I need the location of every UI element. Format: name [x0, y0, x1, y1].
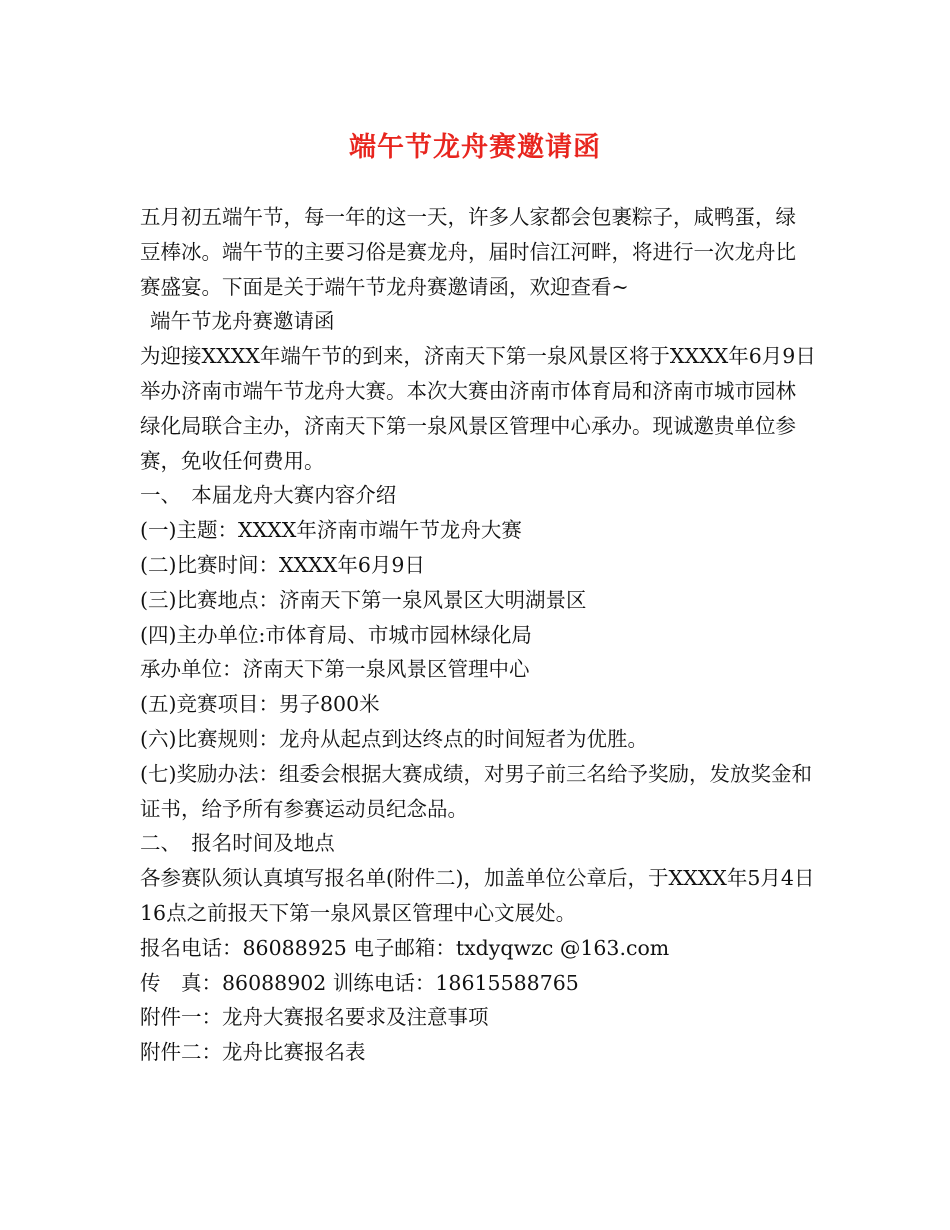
intro-paragraph: 五月初五端午节，每一年的这一天，许多人家都会包裹粽子，咸鸭蛋，绿豆棒冰。端午节的主要习俗是赛龙舟，届时信江河畔，将进行一次龙舟比赛盛宴。下面是关于端午节龙舟赛邀请函，欢迎查看~: [140, 205, 796, 299]
contact-line: 报名电话：86088925 电子邮箱：txdyqwzc @163.com: [140, 935, 670, 960]
list-item-location: (三)比赛地点：济南天下第一泉风景区大明湖景区: [140, 587, 587, 612]
registration-paragraph: 各参赛队须认真填写报名单(附件二)，加盖单位公章后，于XXXX年5月4日16点之前报天下第一泉风景区管理中心文展处。: [140, 866, 815, 925]
section-heading-1: 一、 本届龙舟大赛内容介绍: [140, 483, 397, 508]
list-item-awards: (七)奖励办法：组委会根据大赛成绩，对男子前三名给予奖励，发放奖金和证书，给予所有参赛运动员纪念品。: [140, 761, 812, 821]
list-item-theme: (一)主题：XXXX年济南市端午节龙舟大赛: [140, 518, 522, 543]
document-title: 端午节龙舟赛邀请函: [349, 132, 601, 163]
section-heading-2: 二、 报名时间及地点: [140, 831, 335, 856]
list-item-organizer: (四)主办单位:市体育局、市城市园林绿化局: [140, 622, 532, 647]
invitation-paragraph: 为迎接XXXX年端午节的到来，济南天下第一泉风景区将于XXXX年6月9日举办济南市端午节龙舟大赛。本次大赛由济南市体育局和济南市城市园林绿化局联合主办，济南天下第一泉风景区管理中心承办。现诚邀贵单位参赛，免收任何费用。: [140, 344, 816, 473]
list-item-event: (五)竞赛项目：男子800米: [140, 692, 380, 717]
attachment-2: 附件二：龙舟比赛报名表: [140, 1040, 366, 1065]
fax-line: 传 真：86088902 训练电话：18615588765: [140, 970, 579, 995]
document-body: [140, 200, 816, 1070]
list-item-host: 承办单位：济南天下第一泉风景区管理中心: [140, 657, 530, 682]
attachment-1: 附件一：龙舟大赛报名要求及注意事项: [140, 1005, 489, 1030]
list-item-rules: (六)比赛规则：龙舟从起点到达终点的时间短者为优胜。: [140, 726, 648, 751]
subheading: 端午节龙舟赛邀请函: [150, 309, 335, 334]
list-item-time: (二)比赛时间：XXXX年6月9日: [140, 552, 425, 577]
